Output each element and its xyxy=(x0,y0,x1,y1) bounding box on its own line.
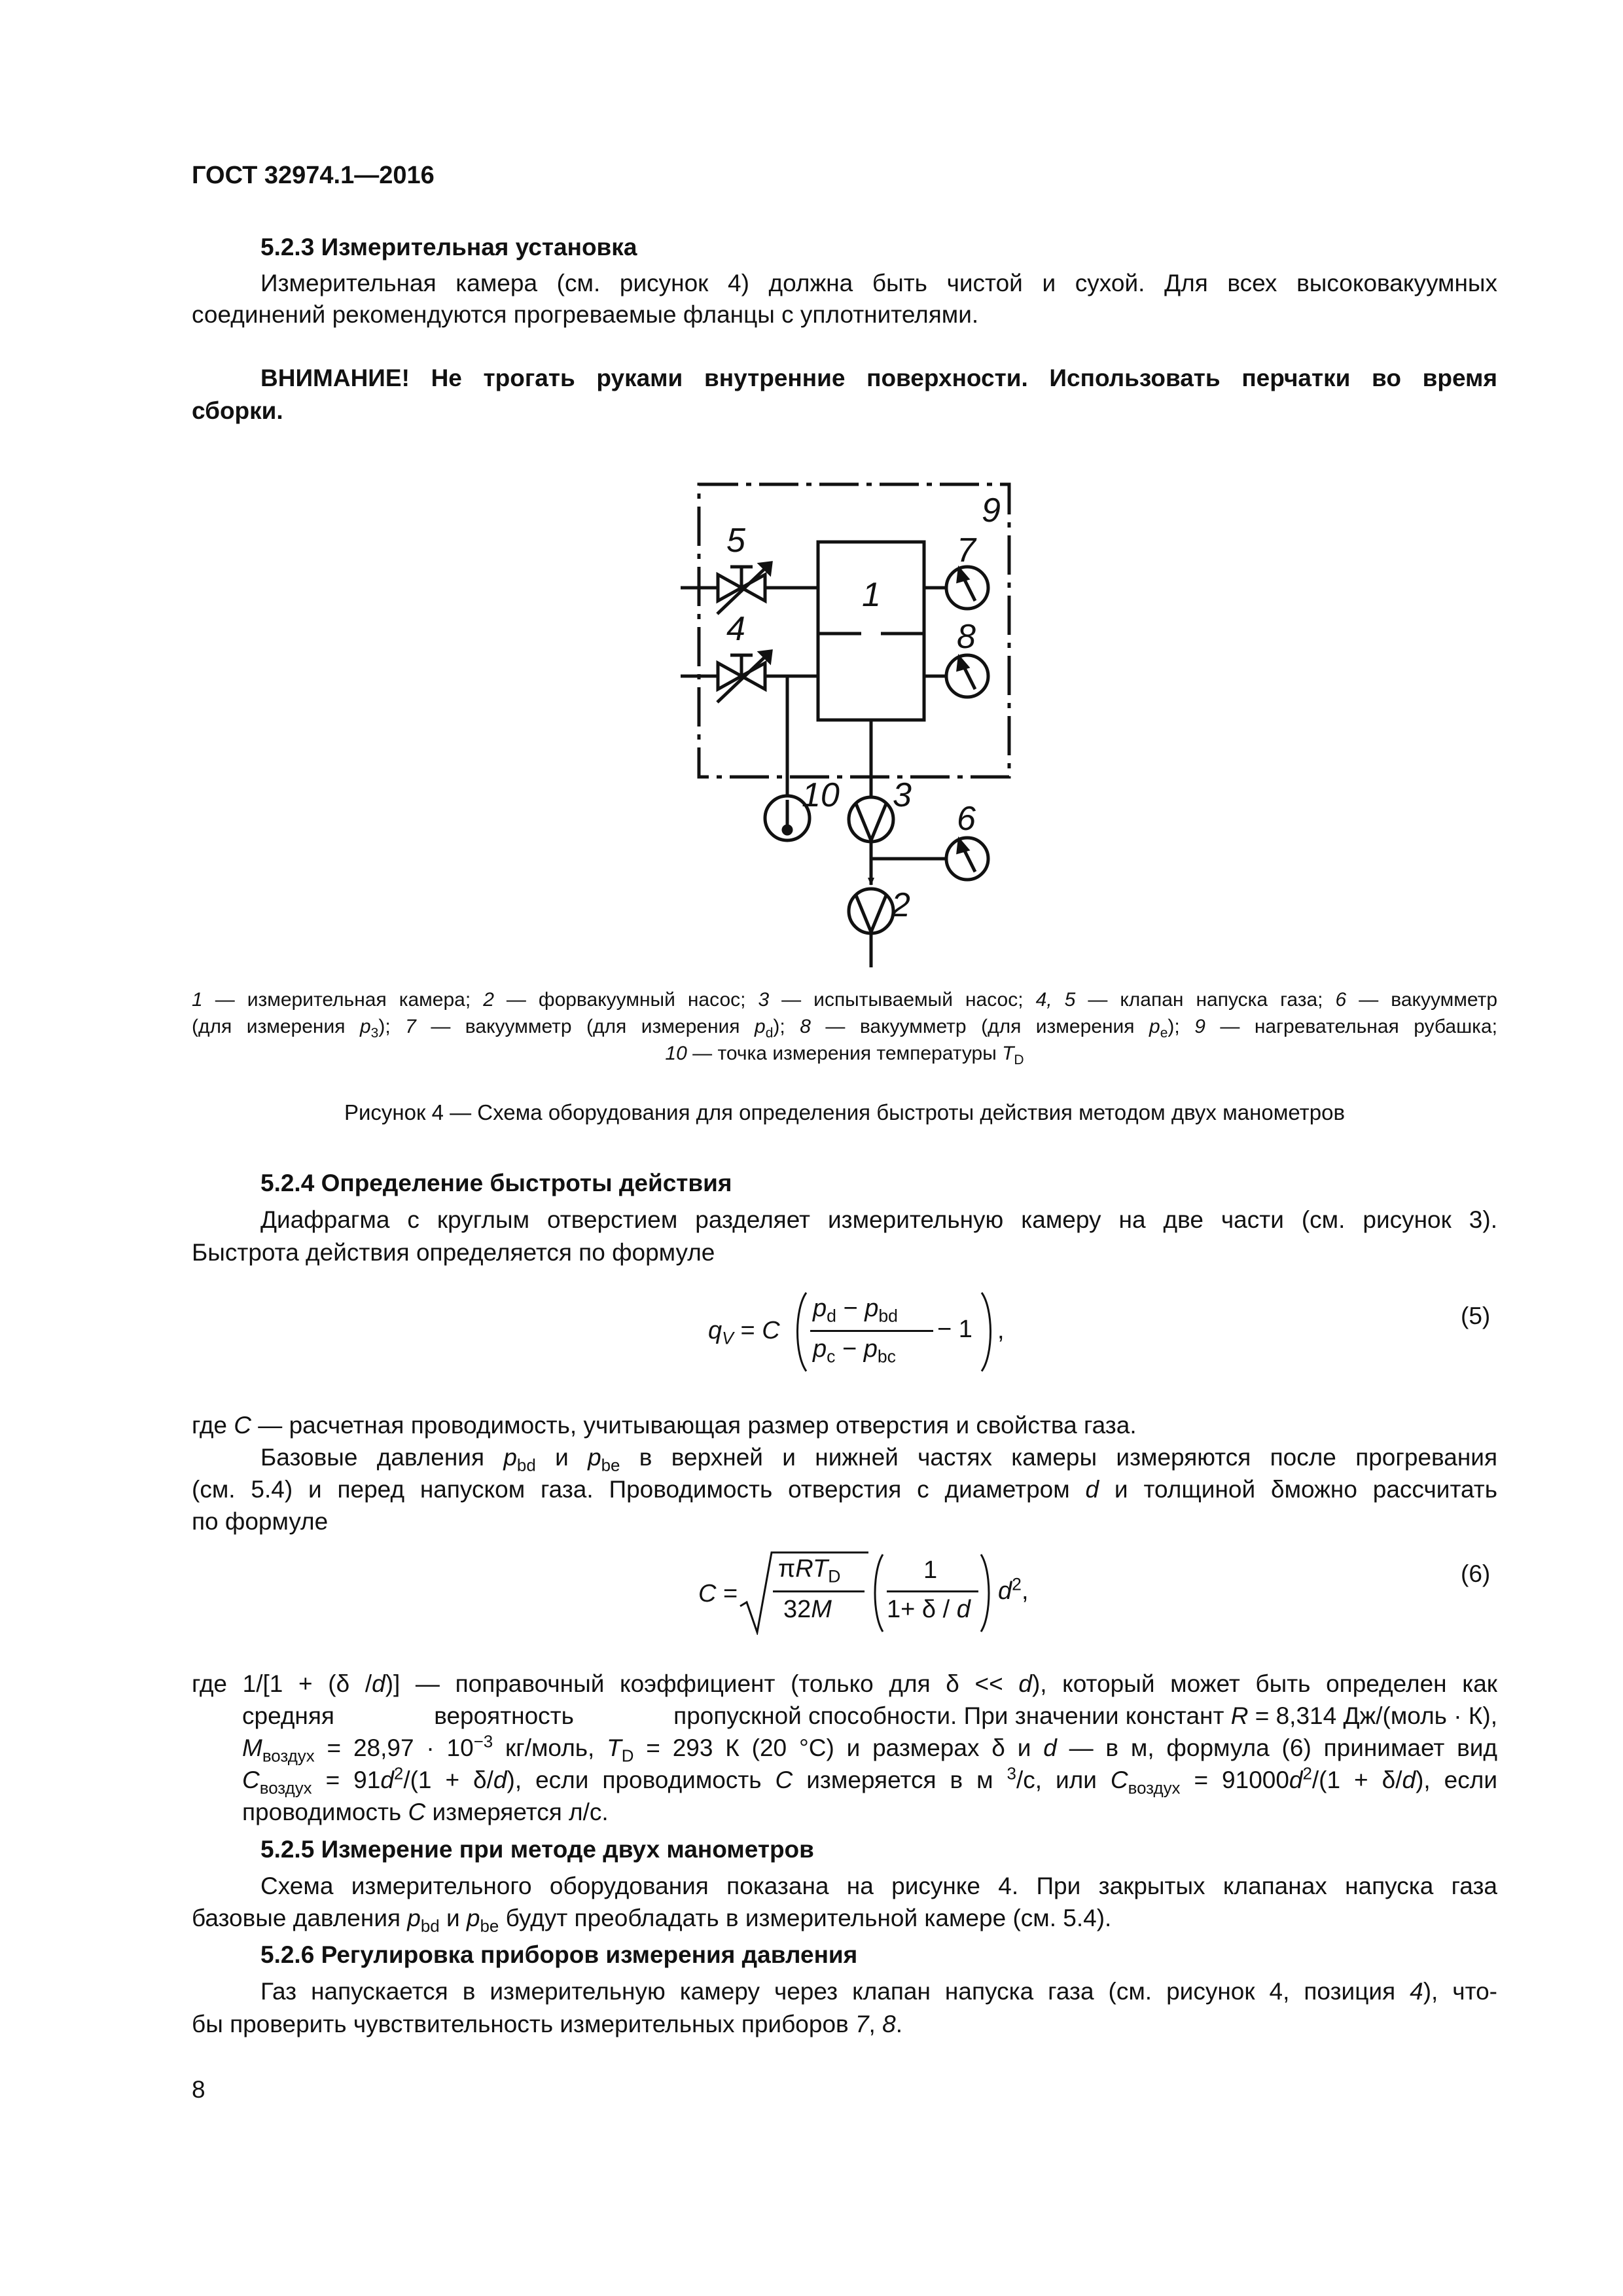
paragraph-line: Измерительная камера (см. рисунок 4) должна быть чистой и сухой. Для всех высоковакуумных xyxy=(260,270,1497,296)
valve-5-symbol xyxy=(717,563,771,614)
warning-text: ВНИМАНИЕ! Не трогать руками внутренние поверхности. Использовать перчатки во время xyxy=(260,365,1497,391)
formula-5: $q_V = C$ $p_d - p_{bd}$ $p_c - p_{bc}$ − 1 , xyxy=(700,1289,1067,1374)
valve-4-symbol xyxy=(717,651,771,702)
paragraph-line: базовые давления $p_{bd}$ и $p_{be}$ будут преобладать в измерительной камере (см. 5.4). xyxy=(192,1905,1112,1936)
vacuum-gauge-7 xyxy=(946,567,988,609)
fig-label: 4 xyxy=(726,610,745,648)
formula-number: (5) xyxy=(1461,1302,1491,1329)
paragraph-line: $M_{воздух} = 28,97 \cdot 10^{-3}$ кг/моль, $T_D = 293$ К (20 °С) и размерах δ и d — в м, формула (6) принимает вид xyxy=(242,1732,1498,1766)
paragraph-line: соединений рекомендуются прогреваемые фланцы с уплотнителями. xyxy=(192,301,979,328)
fig-label: 2 xyxy=(891,886,910,924)
document-header: ГОСТ 32974.1—2016 xyxy=(192,162,435,189)
paragraph-line: Быстрота действия определяется по формуле xyxy=(192,1239,715,1266)
section-heading-5-2-5: 5.2.5 Измерение при методе двух манометров xyxy=(260,1836,814,1863)
backing-pump-2 xyxy=(849,889,893,933)
fig-label: 9 xyxy=(982,492,1001,529)
test-pump-3 xyxy=(849,797,893,842)
fig-label: 7 xyxy=(957,531,976,569)
paragraph-line: по формуле xyxy=(192,1508,329,1535)
fig-label: 3 xyxy=(893,776,912,814)
paragraph-line: где C — расчетная проводимость, учитывающая размер отверстия и свойства газа. xyxy=(192,1412,1137,1439)
paragraph-line: (см. 5.4) и перед напуском газа. Проводимость отверстия с диаметром d и толщиной δможно рассчитать xyxy=(192,1476,1497,1503)
fig-label: 1 xyxy=(862,576,881,614)
figure-caption: Рисунок 4 — Схема оборудования для определения быстроты действия методом двух манометров xyxy=(344,1100,1346,1124)
formula-6: C = πRT$_D$ 32M 1 1+ δ / d $d^2$, xyxy=(690,1549,1083,1640)
fig-label: 6 xyxy=(957,800,976,838)
figure-4-diagram xyxy=(654,471,1060,982)
figure-legend-line: 1 — измерительная камера; 2 — форвакуумный насос; 3 — испытываемый насос; 4, 5 — клапан напуска газа; 6 — вакуумметр xyxy=(192,989,1498,1011)
paragraph-line: Газ напускается в измерительную камеру через клапан напуска газа (см. рисунок 4, позиция 4), что- xyxy=(260,1978,1497,2005)
paragraph-line: Схема измерительного оборудования показана на рисунке 4. При закрытых клапанах напуска газа xyxy=(260,1873,1497,1899)
paragraph-line: бы проверить чувствительность измерительных приборов 7, 8. xyxy=(192,2011,902,2037)
section-heading-5-2-3: 5.2.3 Измерительная установка xyxy=(260,234,637,260)
paragraph-line: Базовые давления $p_{bd}$ и $p_{be}$ в верхней и нижней частях камеры измеряются после прогревания xyxy=(260,1444,1497,1475)
figure-legend-line: (для измерения $p_3$); 7 — вакуумметр (для измерения $p_d$); 8 — вакуумметр (для измерения $p_e$); 9 — нагревательная рубашка; xyxy=(192,1016,1497,1041)
fig-label: 10 xyxy=(802,776,840,814)
paragraph-line: $C_{воздух} = 91d^2/(1 + \delta/d)$, если проводимость C измеряется в м $^3$/с, или $C_{воздух} = 91000d^2/(1 + \delta/d)$, если xyxy=(242,1765,1498,1798)
paragraph-line: Диафрагма с круглым отверстием разделяет измерительную камеру на две части (см. рисунок 3). xyxy=(260,1206,1497,1233)
vacuum-gauge-6 xyxy=(946,838,988,880)
section-heading-5-2-4: 5.2.4 Определение быстроты действия xyxy=(260,1170,732,1196)
warning-text: сборки. xyxy=(192,397,283,424)
page-number: 8 xyxy=(192,2076,205,2103)
fig-label: 8 xyxy=(957,618,976,656)
formula-number: (6) xyxy=(1461,1560,1491,1587)
figure-legend-line: 10 — точка измерения температуры $T_D$ xyxy=(665,1043,1024,1067)
paragraph-line: средняя вероятность пропускной способности. При значении констант R = 8,314 Дж/(моль · К), xyxy=(242,1702,1497,1729)
vacuum-gauge-8 xyxy=(946,655,988,697)
section-heading-5-2-6: 5.2.6 Регулировка приборов измерения давления xyxy=(260,1941,858,1968)
measuring-chamber xyxy=(818,542,924,720)
paragraph-line: где 1/[1 + (δ /d)] — поправочный коэффициент (только для δ << d), который может быть определен как xyxy=(192,1670,1497,1697)
paragraph-line: проводимость C измеряется л/с. xyxy=(242,1799,609,1825)
fig-label: 5 xyxy=(726,522,745,560)
